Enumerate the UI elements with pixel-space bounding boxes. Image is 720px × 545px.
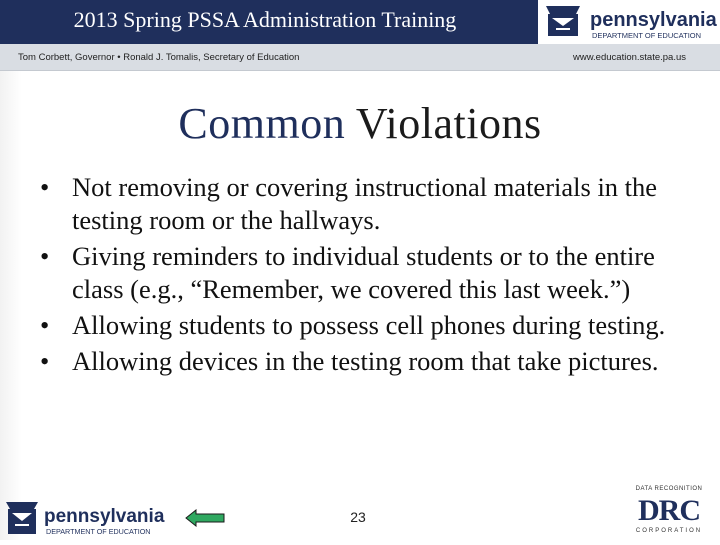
slide-title-accent: Common [178,99,346,148]
pa-logo-name: pennsylvania [590,9,717,31]
drc-logo [628,486,710,536]
back-arrow-button[interactable] [185,509,225,527]
drc-bottom-text: CORPORATION [635,528,703,534]
footer-logo-sub: DEPARTMENT OF EDUCATION [46,527,151,536]
header-title: 2013 Spring PSSA Administration Training [73,7,457,32]
bullet-list [40,171,700,381]
keystone-icon [538,0,720,44]
footer-logo-name: pennsylvania [44,506,165,527]
back-arrow-icon [185,509,225,527]
bullet-item [40,309,700,342]
officials-line: Tom Corbett, Governor • Ronald J. Tomalis, Secretary of Education [18,52,300,63]
subheader [0,44,720,71]
bullet-text: Allowing devices in the testing room that take pictures. [72,346,659,376]
pa-logo-sub: DEPARTMENT OF EDUCATION [592,31,702,40]
bullet-text: Giving reminders to individual students or to the entire class (e.g., “Remember, we covered this last week.”) [72,241,655,304]
bullet-dot: • [40,310,50,340]
keystone-icon [0,496,174,540]
website-link[interactable]: www.education.state.pa.us [572,52,686,63]
bullet-dot: • [40,346,50,376]
drc-main-text: DRC [638,494,700,527]
page-number: 23 [350,509,366,525]
bullet-dot: • [40,172,50,202]
pa-logo-top [538,0,720,44]
bullet-item [40,345,700,378]
bullet-item [40,171,700,237]
bullet-dot: • [40,241,50,271]
bullet-item [40,240,700,306]
bullet-text: Allowing students to possess cell phones during testing. [72,310,666,340]
slide-title [0,98,720,149]
bullet-text: Not removing or covering instructional materials in the testing room or the hallways. [72,172,658,235]
slide-title-rest: Violations [345,99,542,148]
drc-top-text: DATA RECOGNITION [635,486,703,492]
pa-logo-footer [0,496,174,540]
